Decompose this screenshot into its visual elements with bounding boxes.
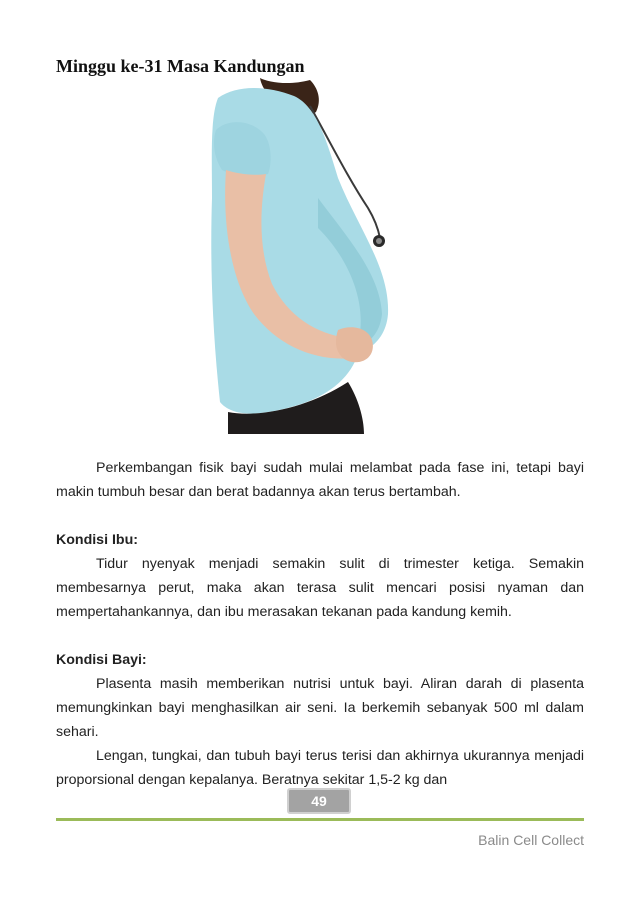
ibu-paragraph: Tidur nyenyak menjadi semakin sulit di trimester ketiga. Semakin membesarnya perut, maka akan terasa sulit mencari posisi nyaman dan mempertahankannya, dan ibu merasakan tekanan pada kandung kemih. [56, 556, 584, 620]
bayi-paragraph-2: Lengan, tungkai, dan tubuh bayi terus terisi dan akhirnya ukurannya menjadi proporsional dengan kepalanya. Beratnya sekitar 1,5-2 kg dan [56, 748, 584, 788]
pregnant-woman-photo [198, 78, 398, 434]
footer-divider [56, 818, 584, 821]
section-heading-bayi: Kondisi Bayi: [56, 652, 147, 668]
page-number-badge: 49 [287, 788, 351, 814]
bayi-paragraph-1: Plasenta masih memberikan nutrisi untuk bayi. Aliran darah di plasenta memungkinkan bayi menghasilkan air seni. Ia berkemih sebanyak 500 ml dalam sehari. [56, 676, 584, 740]
footer-text: Balin Cell Collect [478, 832, 584, 848]
intro-paragraph: Perkembangan fisik bayi sudah mulai melambat pada fase ini, tetapi bayi makin tumbuh besar dan berat badannya akan terus bertambah. [56, 460, 584, 500]
page-title: Minggu ke-31 Masa Kandungan [56, 56, 305, 76]
section-heading-ibu: Kondisi Ibu: [56, 532, 138, 548]
